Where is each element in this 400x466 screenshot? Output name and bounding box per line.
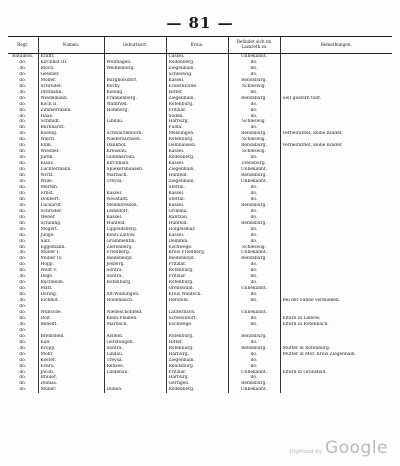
hospital-cell: Unbekannt. xyxy=(228,250,280,256)
birthplace-cell: Schwarzenborn. xyxy=(104,131,166,137)
regiment-cell: do. xyxy=(8,197,38,203)
birthplace-cell: Lindau. xyxy=(104,119,166,125)
name-cell: Wiedemann. xyxy=(38,96,104,102)
birthplace-cell: Kieling. xyxy=(104,90,166,96)
birthplace-cell: Glimmeroda. xyxy=(104,155,166,161)
hospital-cell: do. xyxy=(228,316,280,322)
district-cell: Rotenburg. xyxy=(166,280,228,286)
hospital-cell: Rendsburg. xyxy=(228,381,280,387)
district-cell: Rotenburg. xyxy=(166,268,228,274)
name-cell: Eichhof. xyxy=(38,298,104,304)
hospital-cell: Rendsburg. xyxy=(228,256,280,262)
name-cell: Kropp. xyxy=(38,346,104,352)
regiment-cell: do. xyxy=(8,114,38,120)
name-cell: Wiesner. xyxy=(38,149,104,155)
hospital-cell: do. xyxy=(228,72,280,78)
birthplace-cell: Rehsee. xyxy=(104,364,166,370)
birthplace-cell: Kassel. xyxy=(104,191,166,197)
regiment-cell: do. xyxy=(8,215,38,221)
district-cell: Kreis Friedberg. xyxy=(166,250,228,256)
regiment-cell: do. xyxy=(8,203,38,209)
district-cell: Rotenburg. xyxy=(166,346,228,352)
name-cell: Zimmermann. xyxy=(38,108,104,114)
birthplace-cell: Niedersachsen. xyxy=(104,137,166,143)
district-cell: Rodenberg. xyxy=(166,155,228,161)
birthplace-cell: Klein-Zalfow. xyxy=(104,233,166,239)
hospital-cell: do. xyxy=(228,108,280,114)
regiment-cell: do. xyxy=(8,352,38,358)
district-cell: Kassel. xyxy=(166,191,228,197)
district-cell: Kassel. xyxy=(166,78,228,84)
remarks-cell: Eltern in Liebow. xyxy=(282,315,321,321)
district-cell: Harburg. xyxy=(166,119,228,125)
district-cell: Gelnhausen. xyxy=(166,143,228,149)
regiment-cell: do. xyxy=(8,137,38,143)
birthplace-cell: Wanfried. xyxy=(104,102,166,108)
birthplace-cell: Sontra. xyxy=(104,346,166,352)
hospital-cell: Unbekannt. xyxy=(228,179,280,185)
district-cell: Rodenberg. xyxy=(166,387,228,393)
birthplace-cell: Lippoldsberg. xyxy=(104,227,166,233)
district-cell: Ziegenhain. xyxy=(166,96,228,102)
regiment-cell: do. xyxy=(8,209,38,215)
regiment-cell: do. xyxy=(8,78,38,84)
regiment-cell: do. xyxy=(8,191,38,197)
hospital-cell: Rendsburg. xyxy=(228,131,280,137)
birthplace-cell: Dankhof. xyxy=(104,143,166,149)
name-cell: Wille. xyxy=(38,179,104,185)
regiment-cell: do. xyxy=(8,143,38,149)
hospital-cell: do. xyxy=(228,280,280,286)
birthplace-cell: Homberg. xyxy=(104,108,166,114)
hospital-cell: do. xyxy=(228,191,280,197)
regiment-cell: do. xyxy=(8,286,38,292)
district-cell: Hitter. xyxy=(166,340,228,346)
regiment-cell: do. xyxy=(8,274,38,280)
hospital-cell: Rendsburg. xyxy=(228,334,280,340)
hospital-cell: do. xyxy=(228,233,280,239)
hospital-cell: Rendsburg. xyxy=(228,143,280,149)
hospital-cell: do. xyxy=(228,322,280,328)
name-cell: Kall. xyxy=(38,340,104,346)
regiment-cell: do. xyxy=(8,239,38,245)
regiment-cell: do. xyxy=(8,370,38,376)
regiment-cell: do. xyxy=(8,72,38,78)
district-cell: Rotenburg. xyxy=(166,334,228,340)
name-cell: Müller I. xyxy=(38,250,104,256)
hospital-cell: Unbekannt. xyxy=(228,286,280,292)
hospital-cell: Schleswig. xyxy=(228,149,280,155)
hospital-cell: Rendsburg. xyxy=(228,96,280,102)
regiment-cell: do. xyxy=(8,125,38,131)
hospital-cell: do. xyxy=(228,114,280,120)
remarks-cell: Mutter in Mor. Kreis Ziegenhain. xyxy=(282,351,357,357)
birthplace-cell: Spiekershausen. xyxy=(104,167,166,173)
column-header: Befindet sich im Lazareth zu xyxy=(228,37,280,54)
name-cell: Salz. xyxy=(38,239,104,245)
district-cell: Rantzau. xyxy=(166,215,228,221)
digitization-watermark xyxy=(289,438,388,458)
district-cell: Kassel. xyxy=(166,149,228,155)
name-cell: Dolt. xyxy=(38,316,104,322)
district-cell: Harburg. xyxy=(166,352,228,358)
district-cell: Biedenkopf. xyxy=(166,256,228,262)
table-body xyxy=(8,54,392,394)
regiment-cell: do. xyxy=(8,60,38,66)
regiment-cell: do. xyxy=(8,256,38,262)
regiment-cell: do. xyxy=(8,179,38,185)
name-cell: Buchheim. xyxy=(38,280,104,286)
hospital-cell: do. xyxy=(228,340,280,346)
regiment-cell: do. xyxy=(8,96,38,102)
regiment-cell: do. xyxy=(8,221,38,227)
name-cell: Klaus. xyxy=(38,161,104,167)
name-cell: Eggemann. xyxy=(38,245,104,251)
hospital-cell: do. xyxy=(228,274,280,280)
district-cell: Ziegenhain. xyxy=(166,358,228,364)
table-row xyxy=(8,387,392,393)
name-cell: Evers. xyxy=(38,364,104,370)
birthplace-cell: Lindau. xyxy=(104,352,166,358)
hospital-cell: do. xyxy=(228,239,280,245)
regiment-cell: do. xyxy=(8,292,38,298)
regiment-cell: do. xyxy=(8,245,38,251)
name-cell: Koenig. xyxy=(38,131,104,137)
name-cell: Gessner. xyxy=(38,72,104,78)
name-cell: Schmidt. xyxy=(38,119,104,125)
name-cell: Luchtermann. xyxy=(38,167,104,173)
birthplace-cell: Sontra. xyxy=(104,268,166,274)
birthplace-cell: Treysa. xyxy=(104,179,166,185)
regiment-cell: do. xyxy=(8,185,38,191)
hospital-cell: do. xyxy=(228,66,280,72)
district-cell: Kassel. xyxy=(166,161,228,167)
birthplace-cell: Jesberg. xyxy=(104,262,166,268)
district-cell: Eckernförde. xyxy=(166,84,228,90)
regiment-cell: do. xyxy=(8,322,38,328)
name-cell: Burkhardt. xyxy=(38,125,104,131)
district-cell: Ziegenhain. xyxy=(166,179,228,185)
name-cell: Wirtz. xyxy=(38,173,104,179)
name-cell: Dege. xyxy=(38,274,104,280)
hospital-cell: Unbekannt. xyxy=(228,310,280,316)
district-cell: Kassel. xyxy=(166,233,228,239)
district-cell: Stettin. xyxy=(166,197,228,203)
casualty-register-table xyxy=(8,37,392,393)
regiment-cell: do. xyxy=(8,364,38,370)
district-cell: Kassel. xyxy=(166,203,228,209)
name-cell: Wünsche. xyxy=(38,310,104,316)
name-cell: Kirchhof III. xyxy=(38,60,104,66)
birthplace-cell: Meimbressen. xyxy=(104,203,166,209)
hospital-cell: do. xyxy=(228,292,280,298)
remarks-cell xyxy=(280,387,392,393)
name-cell: Dobbert. xyxy=(38,197,104,203)
regiment-cell: do. xyxy=(8,155,38,161)
regiment-cell: do. xyxy=(8,66,38,72)
district-cell: Schweinfurt. xyxy=(166,316,228,322)
remarks-cell: Verheirathet, keine Kinder. xyxy=(282,131,343,137)
name-cell: Möller. xyxy=(38,78,104,84)
regiment-cell: do. xyxy=(8,346,38,352)
regiment-cell: do. xyxy=(8,233,38,239)
district-cell: Grimma. xyxy=(166,209,228,215)
hospital-cell: Schleswig. xyxy=(228,245,280,251)
hospital-cell: Rendsburg. xyxy=(228,221,280,227)
hospital-cell: do. xyxy=(228,358,280,364)
birthplace-cell: Lindenau. xyxy=(104,370,166,376)
hospital-cell: Flensburg. xyxy=(228,161,280,167)
birthplace-cell: Niedeschönfeld. xyxy=(104,310,166,316)
birthplace-cell: Marbach. xyxy=(104,322,166,328)
regiment-cell: do. xyxy=(8,108,38,114)
name-cell: Matt. xyxy=(38,286,104,292)
district-cell: Fritzlar. xyxy=(166,108,228,114)
remarks-cell: Eltern in Grünsfeld. xyxy=(282,369,327,375)
hospital-cell: do. xyxy=(228,125,280,131)
name-cell: Hopp. xyxy=(38,262,104,268)
birthplace-cell: Biedenkopf. xyxy=(104,256,166,262)
birthplace-cell: Friedberg. xyxy=(104,250,166,256)
name-cell: Luckardt. xyxy=(38,203,104,209)
remarks-cell: Eltern in Rotenbach. xyxy=(282,321,329,327)
name-cell: Müller. xyxy=(38,387,104,393)
district-cell: Stettin. xyxy=(166,185,228,191)
regiment-cell: do. xyxy=(8,358,38,364)
district-cell: Hitter. xyxy=(166,90,228,96)
district-cell: Hersfeld. xyxy=(166,298,228,304)
column-header: Namen. xyxy=(38,37,104,54)
regiment-cell: do. xyxy=(8,250,38,256)
district-cell: Fulda. xyxy=(166,125,228,131)
regiment-cell: do. xyxy=(8,328,38,334)
district-cell: Harburg. xyxy=(166,375,228,381)
district-cell: Rodenberg. xyxy=(166,60,228,66)
district-cell: Greifswald. xyxy=(166,286,228,292)
name-cell: Mögert. xyxy=(38,227,104,233)
name-cell: Benedt. xyxy=(38,322,104,328)
hospital-cell: Rendsburg. xyxy=(228,173,280,179)
birthplace-cell: Grammentin. xyxy=(104,239,166,245)
regiment-cell: do. xyxy=(8,304,38,310)
hospital-cell: do. xyxy=(228,102,280,108)
hospital-cell: Rendsburg. xyxy=(228,346,280,352)
name-cell: Jurek. xyxy=(38,155,104,161)
hospital-cell: Unbekannt. xyxy=(228,54,280,60)
regiment-cell: do. xyxy=(8,280,38,286)
regiment-cell: do. xyxy=(8,387,38,393)
name-cell: Schröder. xyxy=(38,84,104,90)
hospital-cell: Rendsburg. xyxy=(228,78,280,84)
name-cell: Krafft. xyxy=(38,54,104,60)
birthplace-cell: Hollenbach. xyxy=(104,298,166,304)
birthplace-cell: Sontra. xyxy=(104,274,166,280)
birthplace-cell: Hünfeld. xyxy=(104,221,166,227)
regiment-cell: do. xyxy=(8,90,38,96)
regiment-cell: do. xyxy=(8,310,38,316)
hospital-cell: do. xyxy=(228,227,280,233)
birthplace-cell: Zierenberg. xyxy=(104,245,166,251)
remarks-cell: Seit gestern todt. xyxy=(282,95,322,101)
remarks-cell: Bei der Fahne verblieben. xyxy=(282,298,341,304)
regiment-cell: do. xyxy=(8,334,38,340)
district-cell: Rotenburg. xyxy=(166,102,228,108)
hospital-cell: Schleswig. xyxy=(228,119,280,125)
birthplace-cell: Neustadt. xyxy=(104,197,166,203)
regiment-cell: do. xyxy=(8,173,38,179)
regiment-cell: do. xyxy=(8,381,38,387)
district-cell: Cassel. xyxy=(166,54,228,60)
district-cell: Rotenburg. xyxy=(166,137,228,143)
birthplace-cell: Kirchhain. xyxy=(104,161,166,167)
district-cell: Kreis Waldeck. xyxy=(166,292,228,298)
regiment-cell: do. xyxy=(8,102,38,108)
watermark-prefix: Digitized by xyxy=(289,449,323,455)
district-cell: Ziegenhain. xyxy=(166,167,228,173)
name-cell: Weber. xyxy=(38,215,104,221)
regiment-cell: do. xyxy=(8,340,38,346)
hospital-cell: Unbekannt. xyxy=(228,370,280,376)
name-cell: Dumas. xyxy=(38,381,104,387)
name-cell: Dittmann. xyxy=(38,90,104,96)
regiment-cell: do. xyxy=(8,227,38,233)
district-cell: Gertigen. xyxy=(166,381,228,387)
regiment-cell: do. xyxy=(8,161,38,167)
name-cell: Brauer. xyxy=(38,375,104,381)
regiment-cell: Bataillon. xyxy=(8,54,38,60)
hospital-cell: do. xyxy=(228,185,280,191)
district-cell: Schleswig. xyxy=(166,72,228,78)
district-cell: Rendsburg. xyxy=(166,364,228,370)
name-cell: Köster. xyxy=(38,358,104,364)
name-cell: Schröder. xyxy=(38,209,104,215)
name-cell: Koch II. xyxy=(38,102,104,108)
regiment-cell: do. xyxy=(8,84,38,90)
name-cell: Wolff V. xyxy=(38,268,104,274)
name-cell: Merten. xyxy=(38,185,104,191)
birthplace-cell: Rotenburg. xyxy=(104,280,166,286)
column-header: Geburtsort. xyxy=(104,37,166,54)
name-cell: Jacob. xyxy=(38,370,104,376)
name-cell: Mohr. xyxy=(38,352,104,358)
district-cell: Fritzlar. xyxy=(166,262,228,268)
name-cell: Müller IV. xyxy=(38,256,104,262)
district-cell: Hünfeld. xyxy=(166,221,228,227)
hospital-cell: do. xyxy=(228,155,280,161)
birthplace-cell: Gerstungen. xyxy=(104,340,166,346)
column-header: Kreis. xyxy=(166,37,228,54)
district-cell: Fritzlar. xyxy=(166,370,228,376)
birthplace-cell: Alt-Wildungen. xyxy=(104,292,166,298)
district-cell: Hofgeismar. xyxy=(166,227,228,233)
birthplace-cell: Treysa. xyxy=(104,358,166,364)
hospital-cell: do. xyxy=(228,209,280,215)
birthplace-cell: Burghofsdorf. xyxy=(104,78,166,84)
table-header-row xyxy=(8,37,392,54)
regiment-cell: do. xyxy=(8,149,38,155)
regiment-cell: do. xyxy=(8,298,38,304)
column-header: Regt. xyxy=(8,37,38,54)
birthplace-cell: Frankenberg. xyxy=(104,96,166,102)
hospital-cell: do. xyxy=(228,298,280,304)
district-cell: Ziegenhain. xyxy=(166,66,228,72)
hospital-cell: Unbekannt. xyxy=(228,167,280,173)
birthplace-cell: Klein-Pleißen. xyxy=(104,316,166,322)
birthplace-cell: Marbach. xyxy=(104,173,166,179)
regiment-cell: do. xyxy=(8,262,38,268)
regiment-cell: do. xyxy=(8,131,38,137)
google-logo: Google xyxy=(325,438,388,458)
name-cell: Walch. xyxy=(38,137,104,143)
hospital-cell: do. xyxy=(228,364,280,370)
regiment-cell: do. xyxy=(8,375,38,381)
birthplace-cell: Lemsdorf. xyxy=(104,209,166,215)
district-cell: Hünfeld. xyxy=(166,173,228,179)
hospital-cell: do. xyxy=(228,375,280,381)
district-cell: Melsungen. xyxy=(166,131,228,137)
hospital-cell: Rendsburg. xyxy=(228,203,280,209)
birthplace-cell: Alsfeld. xyxy=(104,334,166,340)
name-cell: Schilling. xyxy=(38,221,104,227)
district-cell: Fritzlar. xyxy=(166,274,228,280)
regiment-cell: do. xyxy=(8,316,38,322)
remarks-cell: Mutter in Rotenburg. xyxy=(282,345,331,351)
district-cell: Demmin. xyxy=(166,239,228,245)
name-cell: Bremsfeld. xyxy=(38,334,104,340)
birthplace-cell: Borby. xyxy=(104,84,166,90)
remarks-cell: Verheirathet, keine Kinder. xyxy=(282,143,343,149)
hospital-cell: Schleswig. xyxy=(228,137,280,143)
column-header: Bemerkungen. xyxy=(280,37,392,54)
birthplace-cell: Duhen. xyxy=(104,387,166,393)
name-cell: Döring. xyxy=(38,292,104,298)
birthplace-cell: Kassel. xyxy=(104,215,166,221)
hospital-cell: do. xyxy=(228,262,280,268)
district-cell: Eschwege. xyxy=(166,322,228,328)
page-number: — 81 — xyxy=(166,14,234,32)
regiment-cell: do. xyxy=(8,167,38,173)
name-cell: Ehm. xyxy=(38,143,104,149)
birthplace-cell: Wolfhagen. xyxy=(104,60,166,66)
hospital-cell: do. xyxy=(228,90,280,96)
hospital-cell: Schleswig. xyxy=(228,84,280,90)
hospital-cell: do. xyxy=(228,215,280,221)
regiment-cell: do. xyxy=(8,119,38,125)
district-cell: Eschwege. xyxy=(166,245,228,251)
name-cell: Bloch. xyxy=(38,66,104,72)
district-cell: Soden. xyxy=(166,114,228,120)
birthplace-cell: Kreissau. xyxy=(104,149,166,155)
name-cell: Ernst. xyxy=(38,191,104,197)
hospital-cell: do. xyxy=(228,352,280,358)
name-cell: Junge. xyxy=(38,233,104,239)
hospital-cell: Unbekannt. xyxy=(228,387,280,393)
name-cell: Haas. xyxy=(38,114,104,120)
hospital-cell: do. xyxy=(228,268,280,274)
birthplace-cell: Weißenburg. xyxy=(104,66,166,72)
regiment-cell: do. xyxy=(8,268,38,274)
district-cell: Lauterbach. xyxy=(166,310,228,316)
hospital-cell: do. xyxy=(228,197,280,203)
hospital-cell: do. xyxy=(228,60,280,66)
